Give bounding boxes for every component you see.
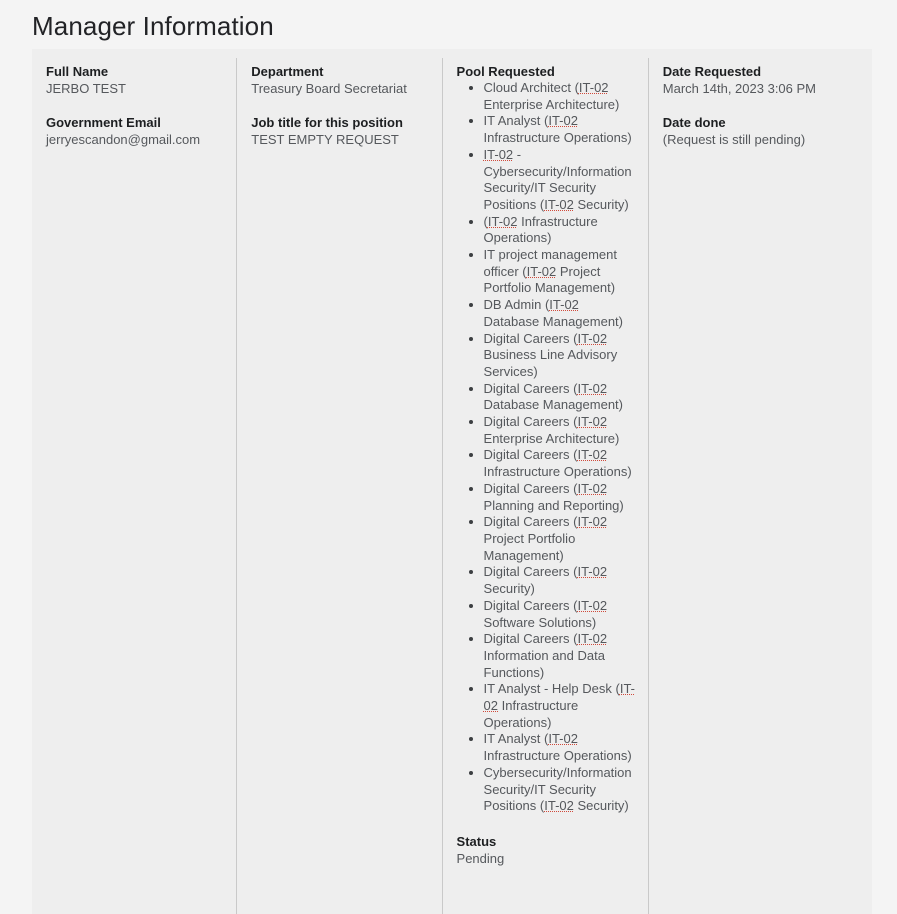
- pool-list-item: • Cloud Architect (IT-02 Enterprise Architecture): [484, 80, 638, 113]
- spellcheck-flagged-term: IT-02: [544, 196, 574, 212]
- pool-list-item: • Digital Careers (IT-02 Infrastructure Operations): [484, 447, 638, 480]
- pool-requested-label: Pool Requested: [456, 64, 555, 79]
- pool-list-item: • Cybersecurity/Information Security/IT Security Positions (IT-02 Security): [484, 765, 638, 815]
- date-done-label: Date done: [662, 115, 726, 130]
- field-pool-requested: [457, 63, 638, 815]
- field-status: [457, 833, 638, 867]
- spellcheck-flagged-term: IT-02: [549, 297, 579, 313]
- department-value: Treasury Board Secretariat: [251, 81, 407, 96]
- spellcheck-flagged-term: IT-02: [526, 263, 557, 279]
- page-title: Manager Information: [32, 11, 274, 41]
- status-label: Status: [456, 833, 497, 849]
- spellcheck-flagged-term: IT-02: [577, 414, 608, 430]
- spellcheck-flagged-term: IT-02: [577, 631, 608, 647]
- department-label: Department: [251, 64, 324, 79]
- field-date-requested: [663, 63, 862, 97]
- pool-list-item: • Digital Careers (IT-02 Software Solutions): [484, 598, 638, 631]
- spellcheck-flagged-term: IT-02: [548, 113, 578, 129]
- job-title-label: Job title for this position: [251, 115, 403, 130]
- pool-list-item: • Digital Careers (IT-02 Project Portfolio Management): [484, 514, 638, 564]
- pool-list-item: • IT project management officer (IT-02 Project Portfolio Management): [484, 247, 638, 297]
- spellcheck-flagged-term: IT-02: [577, 447, 608, 463]
- pool-list-item: • (IT-02 Infrastructure Operations): [484, 214, 638, 247]
- date-requested-value: March 14th, 2023 3:06 PM: [662, 81, 816, 96]
- pool-list-item: • DB Admin (IT-02 Database Management): [484, 297, 638, 330]
- spellcheck-flagged-term: IT-02: [577, 330, 608, 346]
- manager-information-panel: [32, 49, 872, 914]
- pool-list-item: • Digital Careers (IT-02 Information and Data Functions): [484, 631, 638, 681]
- spellcheck-flagged-term: IT-02: [577, 564, 608, 580]
- field-government-email: [46, 114, 226, 148]
- pool-list-item: • Digital Careers (IT-02 Enterprise Architecture): [484, 414, 638, 447]
- column-position-info: [237, 49, 441, 914]
- spellcheck-flagged-term: IT-02: [487, 213, 518, 229]
- field-department: [251, 63, 431, 97]
- job-title-value: TEST EMPTY REQUEST: [251, 132, 399, 147]
- spellcheck-flagged-term: IT-02: [577, 480, 608, 496]
- spellcheck-flagged-term: IT-02: [548, 731, 578, 747]
- pool-list-item: • IT-02 - Cybersecurity/Information Security/IT Security Positions (IT-02 Security): [484, 147, 638, 214]
- date-done-value: (Request is still pending): [662, 132, 806, 147]
- spellcheck-flagged-term: IT-02: [577, 597, 608, 613]
- pool-list-item: • Digital Careers (IT-02 Database Management): [484, 381, 638, 414]
- field-date-done: [663, 114, 862, 148]
- spellcheck-flagged-term: IT-02: [578, 80, 609, 95]
- government-email-value: jerryescandon@gmail.com: [46, 132, 201, 147]
- government-email-label: Government Email: [46, 115, 161, 130]
- spellcheck-flagged-term: IT-02: [577, 514, 608, 530]
- pool-list-item: • IT Analyst - Help Desk (IT-02 Infrastructure Operations): [484, 681, 638, 731]
- pool-list-item: • IT Analyst (IT-02 Infrastructure Operations): [484, 113, 638, 146]
- field-full-name: [46, 63, 226, 97]
- column-personal-info: [32, 49, 236, 914]
- pool-list-item: • IT Analyst (IT-02 Infrastructure Operations): [484, 731, 638, 764]
- column-pool-requested: [443, 49, 648, 914]
- spellcheck-flagged-term: IT-02: [544, 798, 574, 814]
- full-name-label: Full Name: [46, 64, 109, 79]
- spellcheck-flagged-term: IT-02: [483, 681, 636, 714]
- full-name-value: JERBO TEST: [46, 81, 126, 96]
- field-job-title: [251, 114, 431, 148]
- column-dates: [649, 49, 872, 914]
- pool-requested-list: [457, 80, 638, 815]
- pool-list-item: • Digital Careers (IT-02 Business Line Advisory Services): [484, 331, 638, 381]
- status-value: Pending: [456, 850, 505, 866]
- date-requested-label: Date Requested: [662, 64, 762, 79]
- spellcheck-flagged-term: IT-02: [577, 380, 608, 396]
- pool-list-item: • Digital Careers (IT-02 Security): [484, 564, 638, 597]
- pool-list-item: • Digital Careers (IT-02 Planning and Reporting): [484, 481, 638, 514]
- spellcheck-flagged-term: IT-02: [483, 146, 514, 162]
